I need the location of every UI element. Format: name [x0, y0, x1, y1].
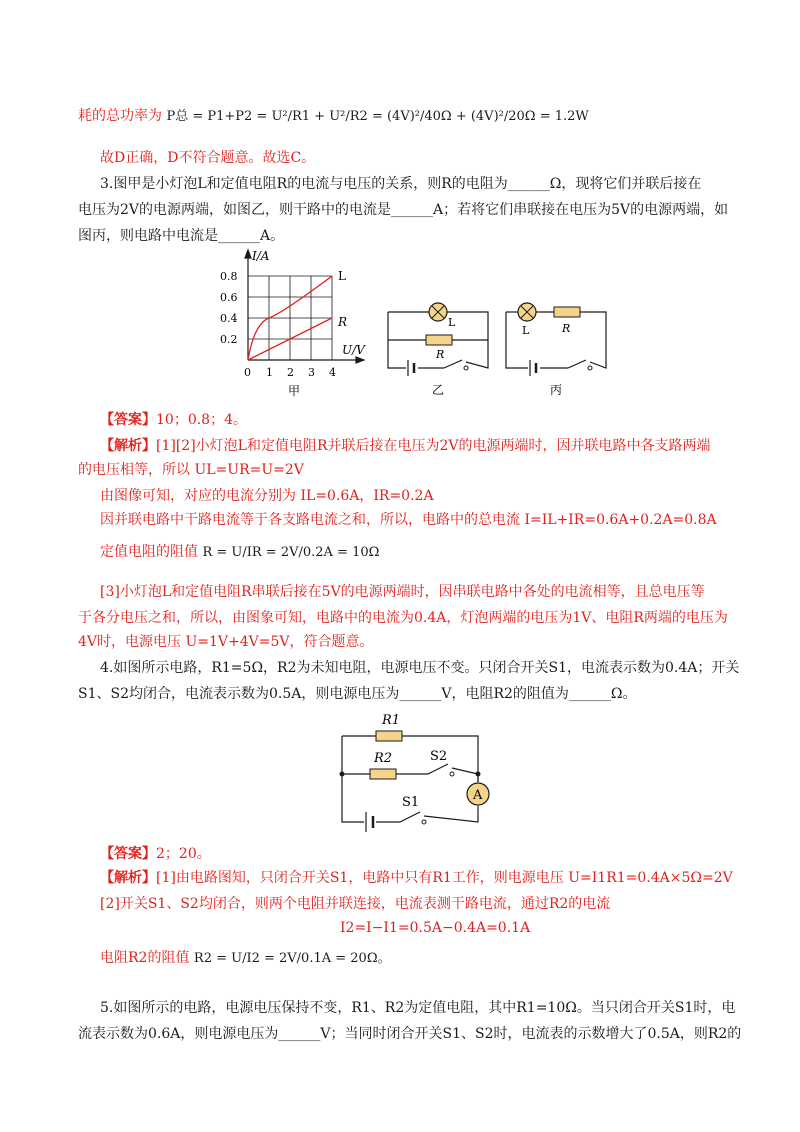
resistor-r1-icon [376, 731, 402, 741]
q4-circuit [330, 702, 500, 832]
q3-analysis-6: [3]小灯泡L和定值电阻R串联后接在5V的电源两端时，因串联电路中各处的电流相等，且总电压等 [100, 584, 705, 600]
q3-text1: 3.图甲是小灯泡L和定值电阻R的电流与电压的关系，则R的电阻为______Ω，现将它们并联后接在 [100, 176, 702, 192]
curve-r-label: R [338, 315, 348, 329]
analysis-tag: 【解析】 [100, 438, 156, 454]
q4-analysis-4 [100, 948, 391, 969]
q3-circuit-parallel [384, 292, 494, 398]
q4-analysis-3: I2=I−I1=0.5A−0.4A=0.1A [340, 920, 531, 936]
ytick-0-4: 0.4 [220, 312, 238, 325]
top-line2: 故D正确，D不符合题意。故选C。 [100, 150, 316, 166]
q4-analysis-2: [2]开关S1、S2均闭合，则两个电阻并联连接，电流表测干路电流，通过R2的电流 [100, 896, 611, 912]
lamp-label: L [448, 316, 456, 329]
switch-s2-contact [450, 772, 454, 776]
q3-iu-graph [218, 246, 378, 404]
graph-grid [248, 276, 332, 360]
top-line1-prefix: 耗的总功率为 [78, 108, 162, 124]
answer-text: 10；0.8；4。 [156, 412, 247, 428]
top-power-formula: P总 = P1+P2 = U²/R1 + U²/R2 = (4V)²/40Ω + (4V)²/20Ω = 1.2W [166, 109, 589, 124]
answer-tag: 【答案】 [100, 412, 156, 428]
resistance-formula: R = U/IR = 2V/0.2A = 10Ω [202, 545, 380, 560]
q3-analysis-4: 因并联电路中干路电流等于各支路电流之和，所以，电路中的总电流 I=IL+IR=0.6A+0.2A=0.8A [100, 512, 717, 528]
xtick-0: 0 [244, 366, 251, 379]
switch-blade [444, 360, 462, 368]
analysis-text: [1]由电路图知，只闭合开关S1，电路中只有R1工作，则电源电压 U=I1R1=0.4A×5Ω=2V [156, 870, 733, 886]
q4-answer [100, 844, 211, 864]
curve-l-label: L [338, 269, 346, 283]
q3-analysis-8: 4V时，电源电压 U=1V+4V=5V，符合题意。 [78, 634, 374, 650]
answer-text: 2；20。 [156, 846, 211, 862]
q3-analysis-5 [100, 542, 379, 563]
q3-answer [100, 410, 247, 430]
junction-dot [476, 772, 481, 777]
switch-s1-blade [400, 812, 420, 822]
graph-ylabel: I/A [252, 249, 270, 263]
xtick-4: 4 [329, 366, 336, 379]
xtick-3: 3 [308, 366, 315, 379]
analysis-prefix: 电阻R2的阻值 [100, 950, 190, 966]
q4-text2: S1、S2均闭合，电流表示数为0.5A，则电源电压为______V，电阻R2的阻值为______Ω。 [78, 686, 637, 702]
q3-text3: 图丙，则电路中电流是______A。 [78, 228, 285, 244]
q3-analysis-1 [100, 436, 711, 456]
switch-contact [464, 366, 468, 370]
switch-contact [588, 366, 592, 370]
ammeter-label: A [473, 788, 483, 803]
ytick-0-6: 0.6 [220, 291, 238, 304]
q3-analysis-3: 由图像可知，对应的电流分别为 IL=0.6A，IR=0.2A [100, 488, 434, 504]
top-line1 [78, 106, 589, 127]
switch-s2-blade [428, 764, 448, 774]
resistor-label: R [562, 322, 571, 335]
answer-tag: 【答案】 [100, 846, 156, 862]
lamp-label: L [522, 324, 530, 337]
switch-blade [568, 360, 586, 368]
q5-text2: 流表示数为0.6A，则电源电压为______V；当同时闭合开关S1、S2时，电流表的示数增大了0.5A，则R2的 [78, 1026, 742, 1042]
circuit-b-caption: 乙 [432, 383, 445, 397]
q4-analysis-1 [100, 868, 733, 888]
s2-label: S2 [430, 749, 448, 764]
analysis-tag: 【解析】 [100, 870, 156, 886]
resistor-icon [426, 335, 452, 345]
resistor-label: R [436, 348, 445, 361]
analysis-text: [1][2]小灯泡L和定值电阻R并联后接在电压为2V的电源两端时，因并联电路中各支路两端 [156, 438, 711, 454]
resistor-r2-icon [370, 769, 396, 779]
r2-label: R2 [374, 751, 393, 766]
q3-analysis-2: 的电压相等，所以 UL=UR=U=2V [78, 462, 304, 478]
graph-caption: 甲 [288, 384, 301, 398]
q3-text2: 电压为2V的电源两端，如图乙，则干路中的电流是______A；若将它们串联接在电压为5V的电源两端，如 [78, 202, 729, 218]
s1-label: S1 [402, 795, 420, 810]
q5-text1: 5.如图所示的电路，电源电压保持不变，R1、R2为定值电阻，其中R1=10Ω。当只闭合开关S1时，电 [100, 1000, 736, 1016]
switch-s1-contact [422, 820, 426, 824]
ytick-0-8: 0.8 [220, 270, 238, 283]
q3-circuit-series [502, 292, 612, 398]
graph-xlabel: U/V [342, 343, 365, 357]
xtick-2: 2 [287, 366, 294, 379]
ytick-0-2: 0.2 [220, 333, 238, 346]
r1-label: R1 [382, 713, 401, 728]
circuit-c-caption: 丙 [550, 383, 563, 397]
junction-dot [340, 772, 345, 777]
q3-analysis-7: 于各分电压之和，所以，由图象可知，电路中的电流为0.4A，灯泡两端的电压为1V、电阻R两端的电压为 [78, 610, 728, 626]
resistor-icon [554, 307, 580, 317]
xtick-1: 1 [266, 366, 273, 379]
analysis-prefix: 定值电阻的阻值 [100, 544, 198, 560]
q4-text1: 4.如图所示电路，R1=5Ω，R2为未知电阻，电源电压不变。只闭合开关S1，电流表示数为0.4A；开关 [100, 660, 740, 676]
r2-formula: R2 = U/I2 = 2V/0.1A = 20Ω。 [193, 951, 391, 966]
